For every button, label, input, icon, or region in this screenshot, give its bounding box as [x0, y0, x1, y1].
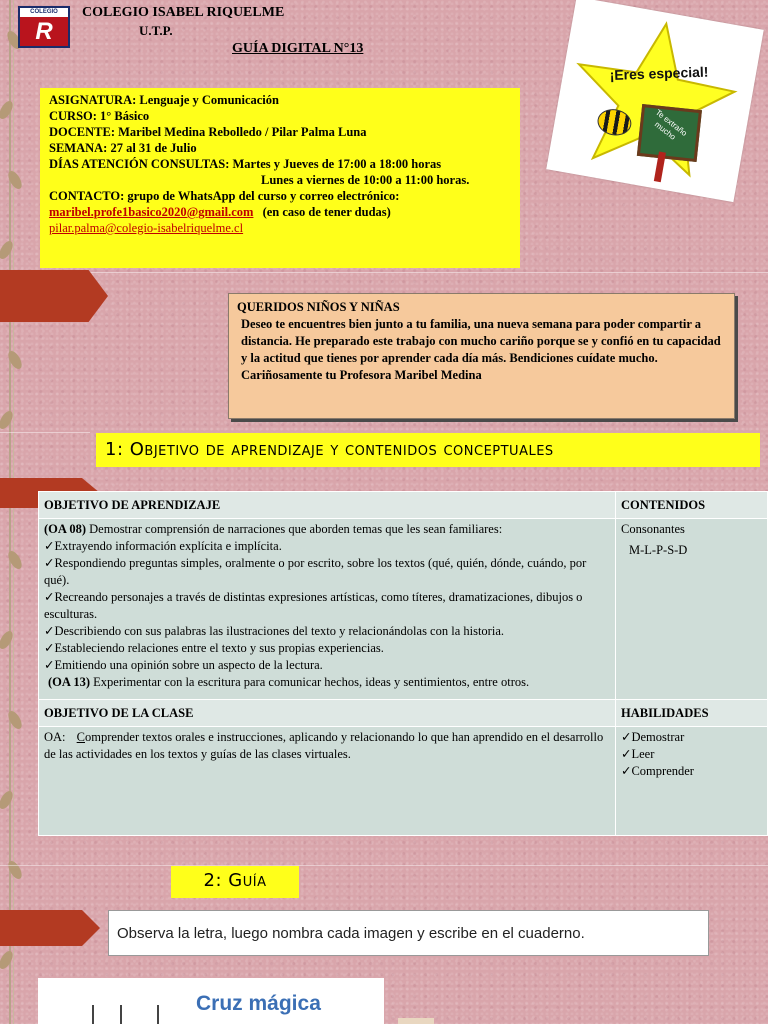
habilidades-cell [616, 727, 768, 836]
section-1-title: 1: Objetivo de aprendizaje y contenidos conceptuales [96, 433, 760, 467]
docente: DOCENTE: Maribel Medina Rebolledo / Pilar Palma Luna [49, 125, 367, 139]
oa08-item: ✓Estableciendo relaciones entre el texto y sus propias experiencias. [44, 641, 384, 655]
oa08-code: (OA 08) [44, 522, 87, 536]
section-2-title: 2: Guía [171, 866, 299, 898]
letter-body: Deseo te encuentres bien junto a tu familia, una nueva semana para poder compartir a distancia. He preparado este trabajo con mucho cariño porque se y confió en tu capacidad y la actitud que tienes por aprender cada día más. Bendiciones cuídate mucho. [241, 317, 721, 365]
semana: SEMANA: 27 al 31 de Julio [49, 141, 197, 155]
oa08-text: Demostrar comprensión de narraciones que aborden temas que les sean familiares: [89, 522, 503, 536]
oa08-item: ✓Emitiendo una opinión sobre un aspecto de la lectura. [44, 658, 323, 672]
oa-cell [39, 519, 616, 700]
contacto: CONTACTO: grupo de WhatsApp del curso y correo electrónico: [49, 189, 400, 203]
oa08-line [44, 521, 610, 538]
objetivo-clase-cell [39, 727, 616, 836]
star-sticker [546, 0, 764, 202]
habilidad-item: ✓Comprender [621, 764, 694, 778]
letter-signature: Cariñosamente tu Profesora Maribel Medina [241, 368, 482, 382]
objectives-table [38, 491, 768, 836]
logo-letter: R [35, 18, 53, 45]
table-header-row-2 [39, 700, 768, 727]
arrow-tab-3 [0, 910, 100, 946]
header-objetivo-clase: OBJETIVO DE LA CLASE [39, 700, 616, 727]
letter-stroke [120, 1005, 122, 1024]
letter-stroke [157, 1005, 159, 1024]
oa13-text: Experimentar con la escritura para comunicar hechos, ideas y sentimientos, entre otros. [93, 675, 530, 689]
oa08-item: ✓Describiendo con sus palabras las ilustraciones del texto y relacionándolas con la historia. [44, 624, 504, 638]
letter-stroke [92, 1005, 94, 1024]
oa-prefix: OA: [44, 730, 66, 744]
curso: CURSO: 1° Básico [49, 109, 150, 123]
instruction-box: Observa la letra, luego nombra cada imagen y escribe en el cuaderno. [108, 910, 709, 956]
letter-greeting: QUERIDOS NIÑOS Y NIÑAS [237, 300, 400, 314]
chalkboard-text: Te extraño mucho [652, 107, 689, 142]
table-header-row [39, 492, 768, 519]
course-info-box [40, 88, 520, 268]
dias-consultas: DÍAS ATENCIÓN CONSULTAS: Martes y Jueves de 17:00 a 18:00 horas [49, 157, 442, 171]
asignatura: ASIGNATURA: Lenguaje y Comunicación [49, 93, 279, 107]
divider-2 [0, 432, 90, 433]
chalkboard-sign [637, 104, 702, 162]
email-row-2 [49, 220, 511, 236]
header-objetivo: OBJETIVO DE APRENDIZAJE [39, 492, 616, 519]
email-row-1 [49, 204, 511, 220]
table-row-oa [39, 519, 768, 700]
habilidad-item: ✓Leer [621, 747, 655, 761]
teacher-letter [228, 293, 735, 419]
logo-text: COLEGIO [20, 8, 68, 17]
oa08-item: ✓Recreando personajes a través de distintas expresiones artísticas, como títeres, dramatizaciones, dibujos o esculturas. [44, 590, 583, 621]
table-row-clase [39, 727, 768, 836]
cruz-magica-title: Cruz mágica [196, 992, 321, 1015]
email-link-maribel[interactable]: maribel.profe1basico2020@gmail.com [49, 205, 254, 219]
oa08-item: ✓Extrayendo información explícita e implícita. [44, 539, 282, 553]
star-icon [556, 4, 751, 191]
header-habilidades: HABILIDADES [616, 700, 768, 727]
contenidos-label: Consonantes [621, 522, 685, 536]
habilidad-item: ✓Demostrar [621, 730, 685, 744]
contenidos-value: M-L-P-S-D [629, 543, 688, 557]
oa13-line [44, 674, 610, 691]
email-link-pilar[interactable]: pilar.palma@colegio-isabelriquelme.cl [49, 221, 244, 235]
divider-3 [0, 865, 768, 866]
arrow-tab-1 [0, 270, 108, 322]
email-note: (en caso de tener dudas) [262, 205, 391, 219]
school-name: COLEGIO ISABEL RIQUELME [82, 5, 285, 20]
header-contenidos: CONTENIDOS [616, 492, 768, 519]
contenidos-cell [616, 519, 768, 700]
image-card-corner [398, 1018, 434, 1024]
oa-rest: omprender textos orales e instrucciones, aplicando y relacionando lo que han aprendido en el desarrollo de las actividades en los textos y guías de las clases virtuales. [44, 730, 604, 761]
guide-title: GUÍA DIGITAL N°13 [232, 41, 364, 56]
oa-first-letter: C [76, 730, 85, 744]
dias-consultas-2: Lunes a viernes de 10:00 a 11:00 horas. [261, 173, 470, 187]
sticker-text: ¡Eres especial! [609, 63, 709, 84]
divider-1 [0, 272, 768, 273]
school-logo [18, 6, 70, 48]
oa08-item: ✓Respondiendo preguntas simples, oralmente o por escrito, sobre los textos (qué, quién, dónde, cuándo, por qué). [44, 556, 587, 587]
unit-name: U.T.P. [139, 23, 173, 38]
oa13-code: (OA 13) [48, 675, 91, 689]
vine-decoration [0, 0, 24, 1024]
